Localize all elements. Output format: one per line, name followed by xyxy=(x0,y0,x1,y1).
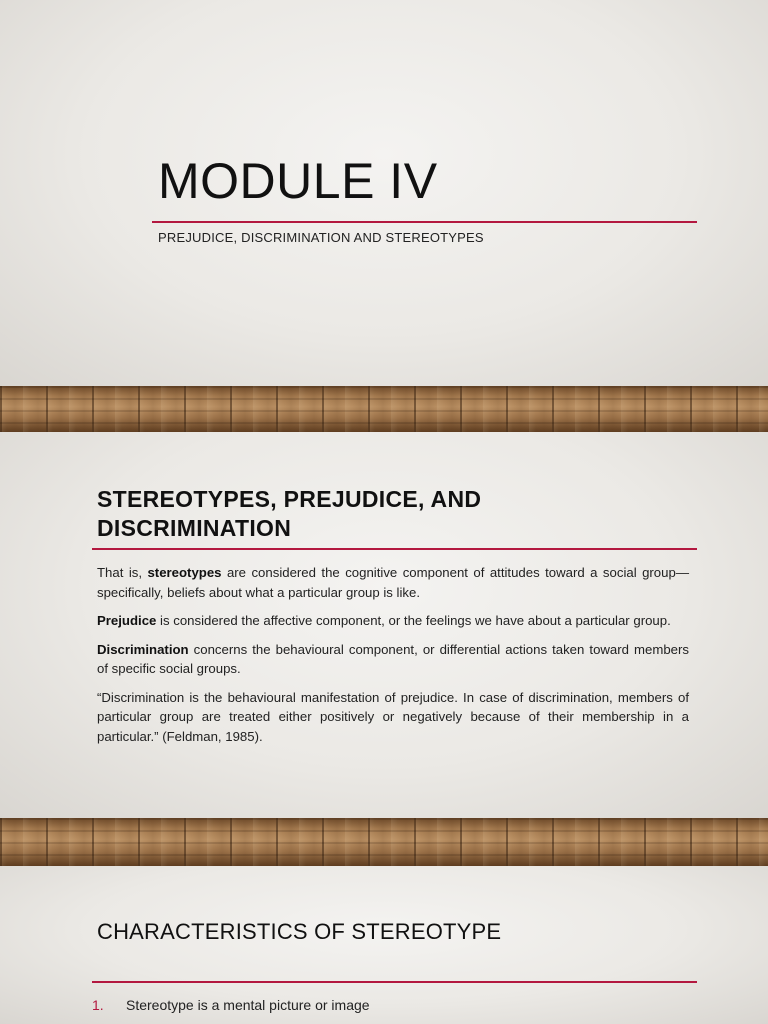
text-run: are considered the cognitive component of attitudes toward a social group—specifically, beliefs about what a particular group is like. xyxy=(97,565,690,600)
paragraph-quote: “Discrimination is the behavioural manifestation of prejudice. In case of discrimination, members of particular group are treated either positively or negatively because of their membership in a particular.” (Feldman, 1985). xyxy=(97,689,689,744)
slide-title xyxy=(0,0,768,386)
slide-body xyxy=(97,563,689,755)
text-run: concerns the behavioural component, or differential actions taken toward members of specific social groups. xyxy=(97,641,689,676)
slide-characteristics xyxy=(0,866,768,1024)
module-subtitle: PREJUDICE, DISCRIMINATION AND STEREOTYPES xyxy=(158,230,484,245)
heading-divider xyxy=(92,548,697,550)
wood-floor-divider xyxy=(0,818,768,866)
wood-floor-divider xyxy=(0,386,768,432)
slide-definitions xyxy=(0,432,768,818)
term-discrimination: Discrimination xyxy=(97,641,189,657)
module-title: MODULE IV xyxy=(158,153,438,209)
slide-heading: STEREOTYPES, PREJUDICE, AND DISCRIMINATION xyxy=(97,486,482,541)
term-prejudice: Prejudice xyxy=(97,613,157,628)
term-stereotypes: stereotypes xyxy=(147,565,222,580)
title-divider xyxy=(152,221,697,223)
paragraph-stereotypes xyxy=(97,563,689,602)
paragraph-discrimination xyxy=(97,640,689,679)
list-item-text: Stereotype is a mental picture or image xyxy=(126,997,370,1013)
list-item xyxy=(92,997,370,1013)
paragraph-prejudice xyxy=(97,611,689,631)
text-run: is considered the affective component, or the feelings we have about a particular group. xyxy=(156,613,671,628)
slide-heading: CHARACTERISTICS OF STEREOTYPE xyxy=(97,919,502,944)
text-run: That is, xyxy=(97,565,148,580)
heading-divider xyxy=(92,981,697,983)
list-number: 1. xyxy=(92,997,104,1013)
